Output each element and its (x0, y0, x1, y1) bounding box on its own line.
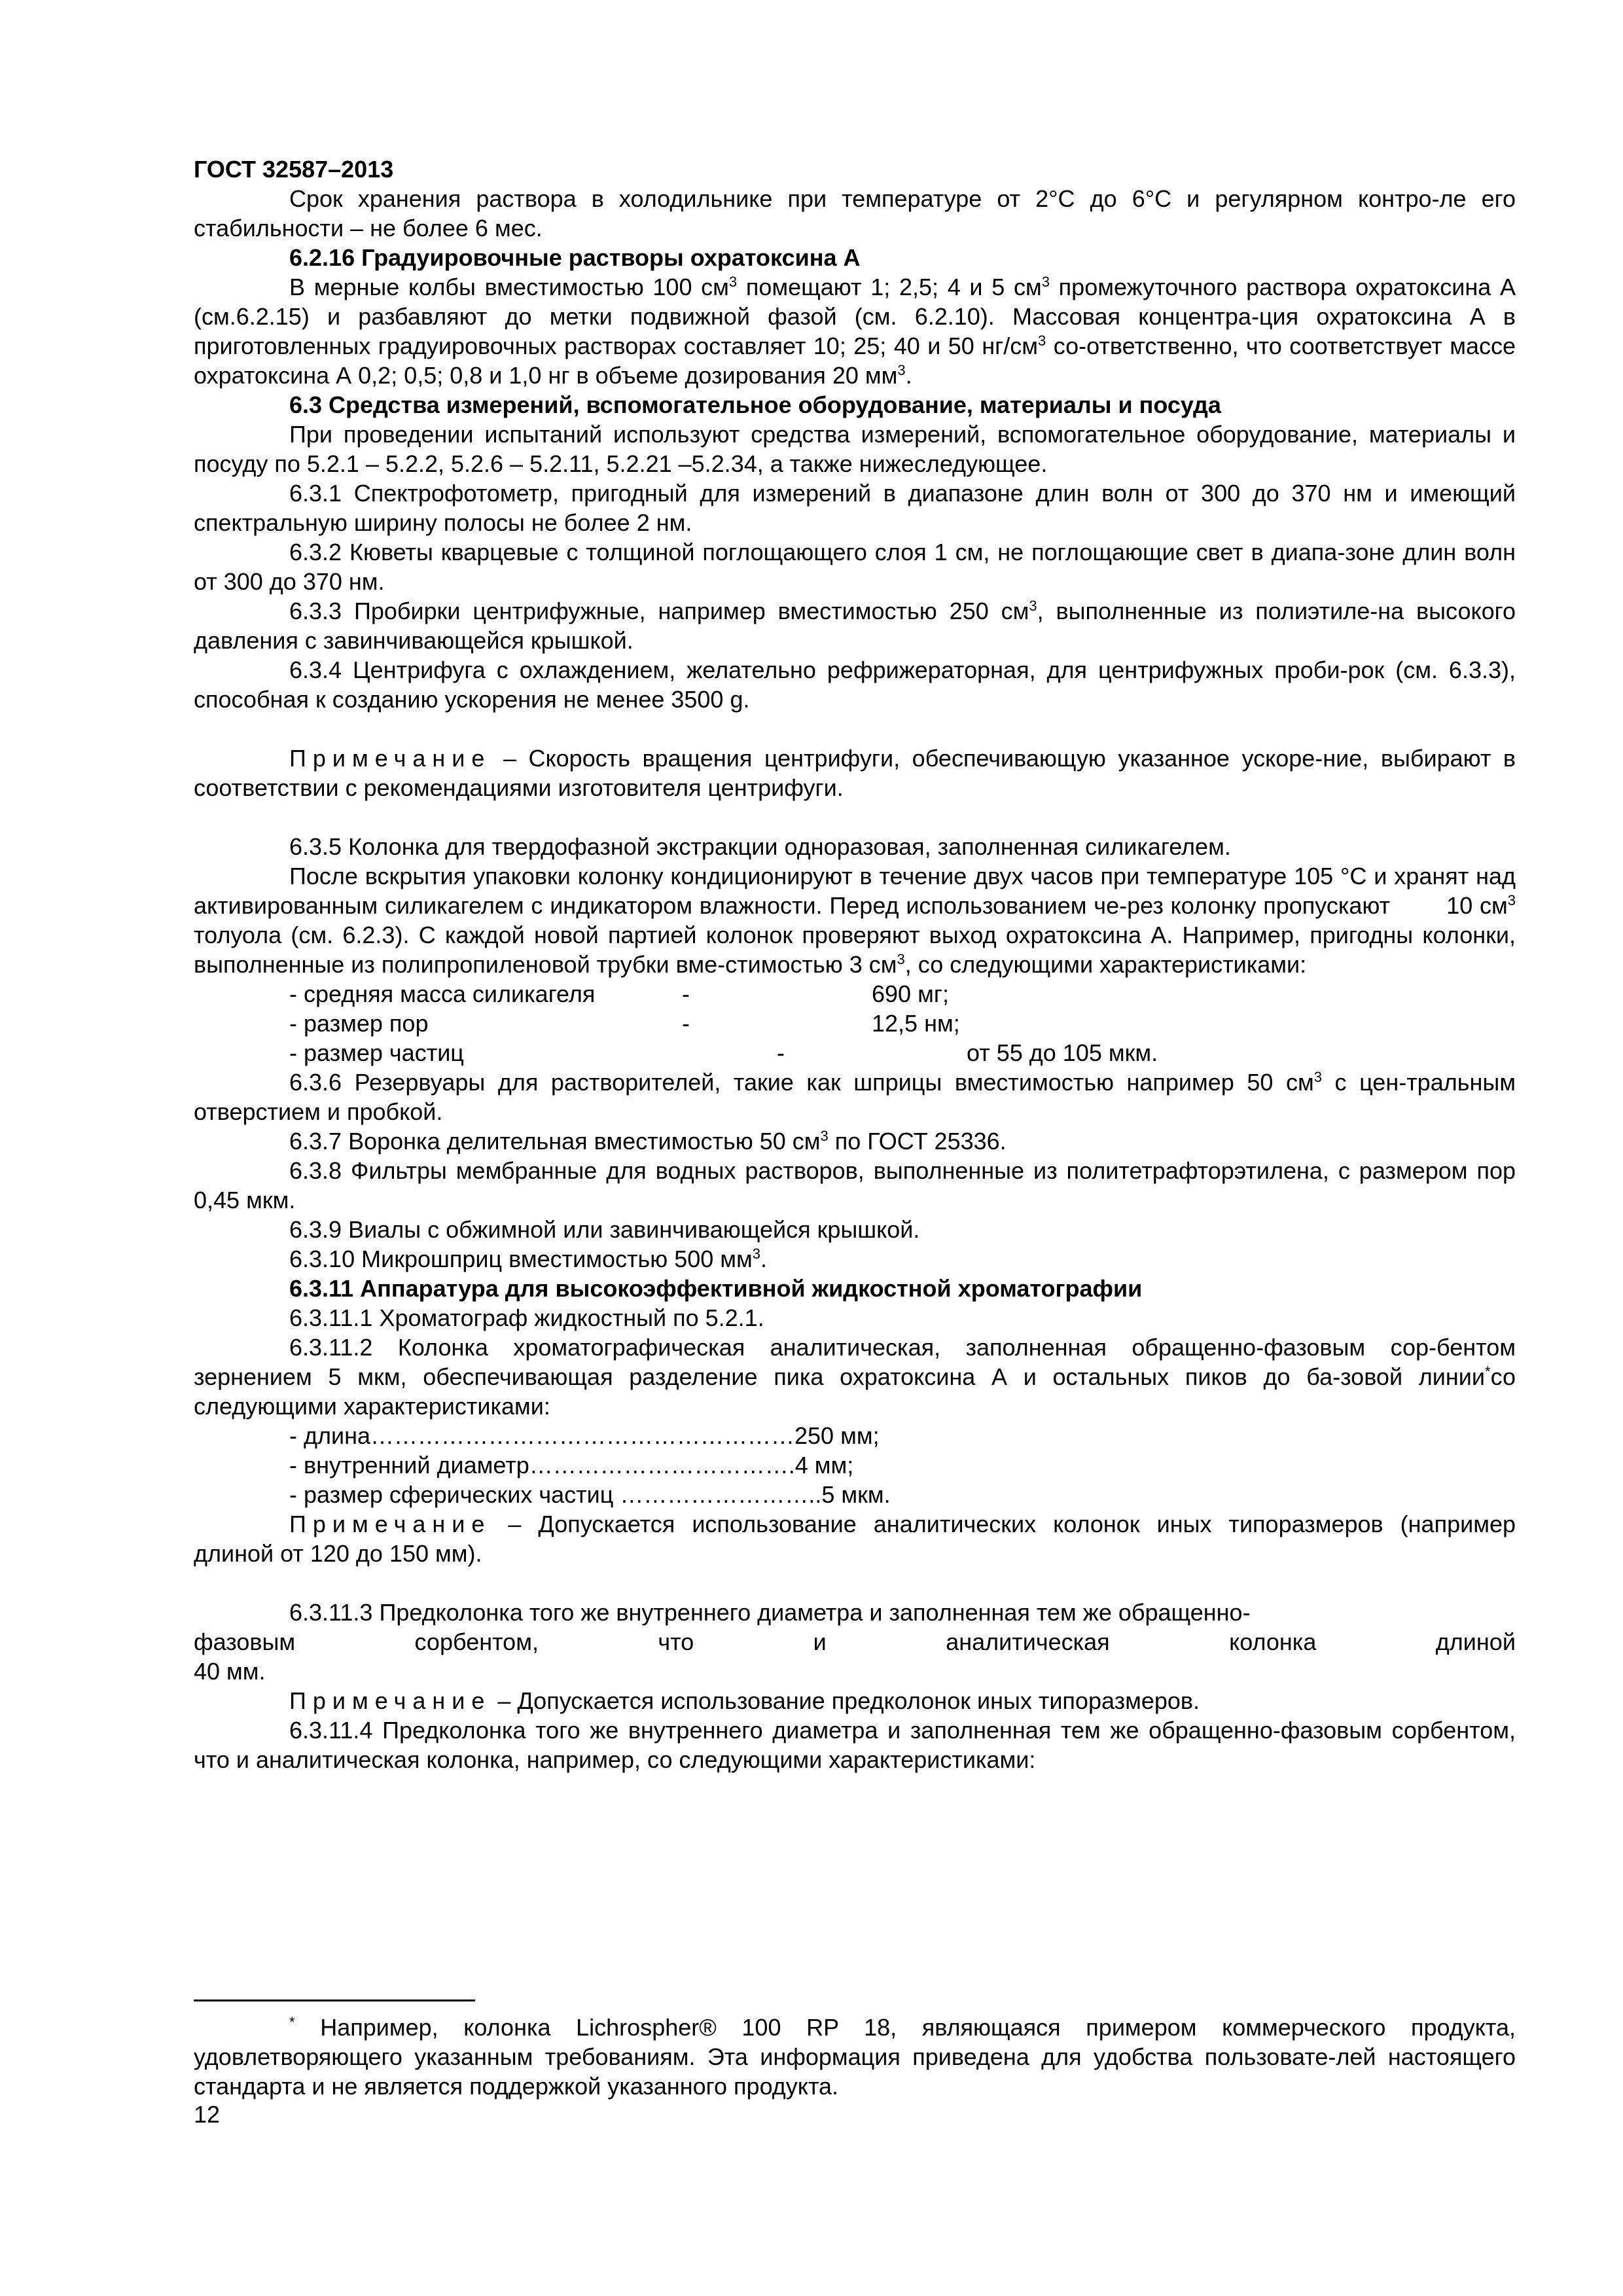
text-run: После вскрытия упаковки колонку кондиционируют в течение двух часов при температуре 105 °С и хранят над активированным силикагелем с индикатором влажности. Перед использованием че-рез колонку пропускают 10 см (194, 863, 1523, 919)
superscript: 3 (897, 951, 905, 967)
note-label: Примечание (289, 1687, 491, 1714)
document-header: ГОСТ 32587–2013 (194, 156, 394, 183)
paragraph (194, 861, 1523, 979)
paragraph: 6.3.11.3 Предколонка того же внутреннего диаметра и заполненная тем же обращенно- (289, 1599, 1251, 1626)
text-run: помещают 1; 2,5; 4 и 5 см (737, 274, 1042, 300)
spec-label: - размер пор (289, 1010, 429, 1037)
page-number: 12 (194, 2101, 221, 2128)
spacer (194, 714, 1516, 744)
word: колонка (1229, 1628, 1317, 1655)
note-text: – Допускается использование предколонок иных типоразмеров. (491, 1687, 1200, 1714)
spec-row (194, 979, 1516, 1009)
section-heading: 6.3.11 Аппаратура для высокоэффективной жидкостной хроматографии (289, 1275, 1143, 1302)
text-run: 6.3.10 Микрошприц вместимостью 500 мм (289, 1246, 753, 1272)
spec-label: - размер частиц (289, 1039, 464, 1066)
note-label: Примечание (289, 1511, 491, 1537)
spec-value: 12,5 нм; (872, 1010, 960, 1037)
text-run: со-ответственно, что соответствует массе охратоксина А 0,2; 0,5; 0,8 и 1,0 нг в объеме дозирования 20 мм (194, 332, 1516, 389)
superscript: 3 (1041, 274, 1050, 290)
document-body (194, 154, 1523, 1774)
spec-value: 690 мг; (872, 980, 949, 1007)
word: аналитическая (946, 1628, 1110, 1655)
spec-line: - размер сферических частиц ……………………..5 мкм. (289, 1481, 891, 1508)
superscript: 3 (1029, 598, 1037, 614)
word: фазовым (194, 1628, 296, 1655)
paragraph: 6.3.8 Фильтры мембранные для водных растворов, выполненные из политетрафторэтилена, с размером пор 0,45 мкм. (194, 1157, 1516, 1213)
footnote-marker: * (1485, 1363, 1491, 1380)
paragraph: Срок хранения раствора в холодильнике при температуре от 2°С до 6°С и регулярном контро-ле его стабильности – не более 6 мес. (194, 185, 1516, 242)
paragraph: 6.3.5 Колонка для твердофазной экстракции одноразовая, заполненная силикагелем. (289, 833, 1231, 860)
paragraph (194, 1067, 1516, 1126)
text-run: Например, колонка Lichrospher® 100 RP 18, являющаяся примером коммерческого продукта, удовлетворяющего указанным требованиям. Эта информация приведена для удобства пользовате-лей настоящего стандарта и не является поддержкой указанного продукта. (194, 2014, 1516, 2100)
footnote (194, 2013, 1516, 2101)
paragraph: 6.3.11.1 Хроматограф жидкостный по 5.2.1. (289, 1304, 764, 1331)
spec-row (194, 1038, 1516, 1067)
superscript: 3 (752, 1246, 761, 1262)
paragraph (194, 272, 1516, 390)
paragraph: 6.3.1 Спектрофотометр, пригодный для измерений в диапазоне длин волн от 300 до 370 нм и имеющий спектральную ширину полосы не более 2 нм. (194, 480, 1516, 536)
text-run: 6.3.3 Пробирки центрифужные, например вместимостью 250 см (289, 598, 1029, 624)
text-run: . (760, 1246, 768, 1272)
spec-line: - длина………………………………………………250 мм; (289, 1422, 880, 1449)
note (194, 1686, 1516, 1715)
text-run: 6.3.6 Резервуары для растворителей, такие как шприцы вместимостью например 50 см (289, 1069, 1314, 1096)
spec-row (194, 1009, 1516, 1038)
footnote-text (194, 2013, 1516, 2101)
word: и (813, 1628, 827, 1655)
note-text: – Допускается использование аналитических колонок иных типоразмеров (например длиной от 120 до 150 мм). (194, 1511, 1516, 1567)
spec-dash: - (682, 980, 690, 1007)
text-run: В мерные колбы вместимостью 100 см (289, 274, 729, 300)
note (194, 1509, 1516, 1568)
paragraph (194, 1126, 1516, 1156)
spec-label: - средняя масса силикагеля (289, 980, 596, 1007)
paragraph: 40 мм. (194, 1658, 266, 1685)
footnote-separator (194, 2000, 475, 2001)
text-run: со следующими характеристиками: (194, 1363, 1516, 1420)
paragraph: 6.3.11.4 Предколонка того же внутреннего диаметра и заполненная тем же обращенно-фазовым сорбентом, что и аналитическая колонка, например, со следующими характеристиками: (194, 1717, 1516, 1773)
text-run: по ГОСТ 25336. (828, 1128, 1007, 1155)
paragraph: 6.3.9 Виалы с обжимной или завинчивающейся крышкой. (289, 1216, 920, 1243)
note-text: – Скорость вращения центрифуги, обеспечивающую указанное ускоре-ние, выбирают в соответствии с рекомендациями изготовителя центрифуги. (194, 745, 1516, 801)
word: длиной (1435, 1628, 1516, 1655)
superscript: 3 (728, 274, 738, 290)
paragraph: 6.3.2 Кюветы кварцевые с толщиной поглощающего слоя 1 см, не поглощающие свет в диапа-зоне длин волн от 300 до 370 нм. (194, 539, 1516, 595)
text-run: , со следующими характеристиками: (904, 951, 1307, 978)
section-heading: 6.3 Средства измерений, вспомогательное оборудование, материалы и посуда (289, 391, 1221, 418)
text-run: 6.3.7 Воронка делительная вместимостью 50 см (289, 1128, 821, 1155)
spacer (194, 1568, 1516, 1598)
justified-line (194, 1627, 1516, 1657)
superscript: 3 (1507, 892, 1516, 908)
paragraph: При проведении испытаний используют средства измерений, вспомогательное оборудование, материалы и посуду по 5.2.1 – 5.2.2, 5.2.6 – 5.2.11, 5.2.21 –5.2.34, а также нижеследующее. (194, 421, 1516, 477)
spec-value: от 55 до 105 мкм. (967, 1039, 1158, 1066)
paragraph: 6.3.4 Центрифуга с охлаждением, желательно рефрижераторная, для центрифужных проби-рок (см. 6.3.3), способная к созданию ускорения не менее 3500 g. (194, 656, 1516, 713)
text-run: , выполненные из полиэтиле-на высокого давления с завинчивающейся крышкой. (194, 598, 1516, 654)
word: сорбентом, (414, 1628, 539, 1655)
superscript: 3 (897, 362, 906, 378)
spacer (194, 802, 1516, 832)
footnote-marker: * (289, 2014, 295, 2030)
superscript: 3 (820, 1128, 829, 1144)
paragraph (194, 596, 1516, 655)
paragraph (194, 1333, 1516, 1421)
spec-dash: - (777, 1039, 785, 1066)
note (194, 744, 1516, 802)
spec-line: - внутренний диаметр…………………………….4 мм; (289, 1452, 854, 1479)
superscript: 3 (1313, 1069, 1322, 1085)
paragraph (194, 1244, 1516, 1274)
text-run: 6.3.11.2 Колонка хроматографическая аналитическая, заполненная обращенно-фазовым сор-бентом зернением 5 мкм, обеспечивающая разделение пика охратоксина А и остальных пиков до ба-зовой линии (194, 1334, 1516, 1390)
word: что (658, 1628, 694, 1655)
text-run: . (905, 362, 912, 389)
note-label: Примечание (289, 745, 491, 772)
text-run: с цен-тральным отверстием и пробкой. (194, 1069, 1516, 1125)
section-heading: 6.2.16 Градуировочные растворы охратоксина А (289, 244, 861, 271)
text-run: промежуточного раствора охратоксина А (см.6.2.15) и разбавляют до метки подвижной фазой (см. 6.2.10). Массовая концентра-ция охратоксина А в приготовленных градуировочных растворах составляет 10; 25; 40 и 50 нг/см (194, 274, 1516, 359)
superscript: 3 (1038, 332, 1046, 349)
spec-dash: - (682, 1010, 690, 1037)
text-run: толуола (см. 6.2.3). С каждой новой партией колонок проверяют выход охратоксина А. Например, пригодны колонки, выполненные из полипропиленовой трубки вме-стимостью 3 см (194, 922, 1516, 978)
